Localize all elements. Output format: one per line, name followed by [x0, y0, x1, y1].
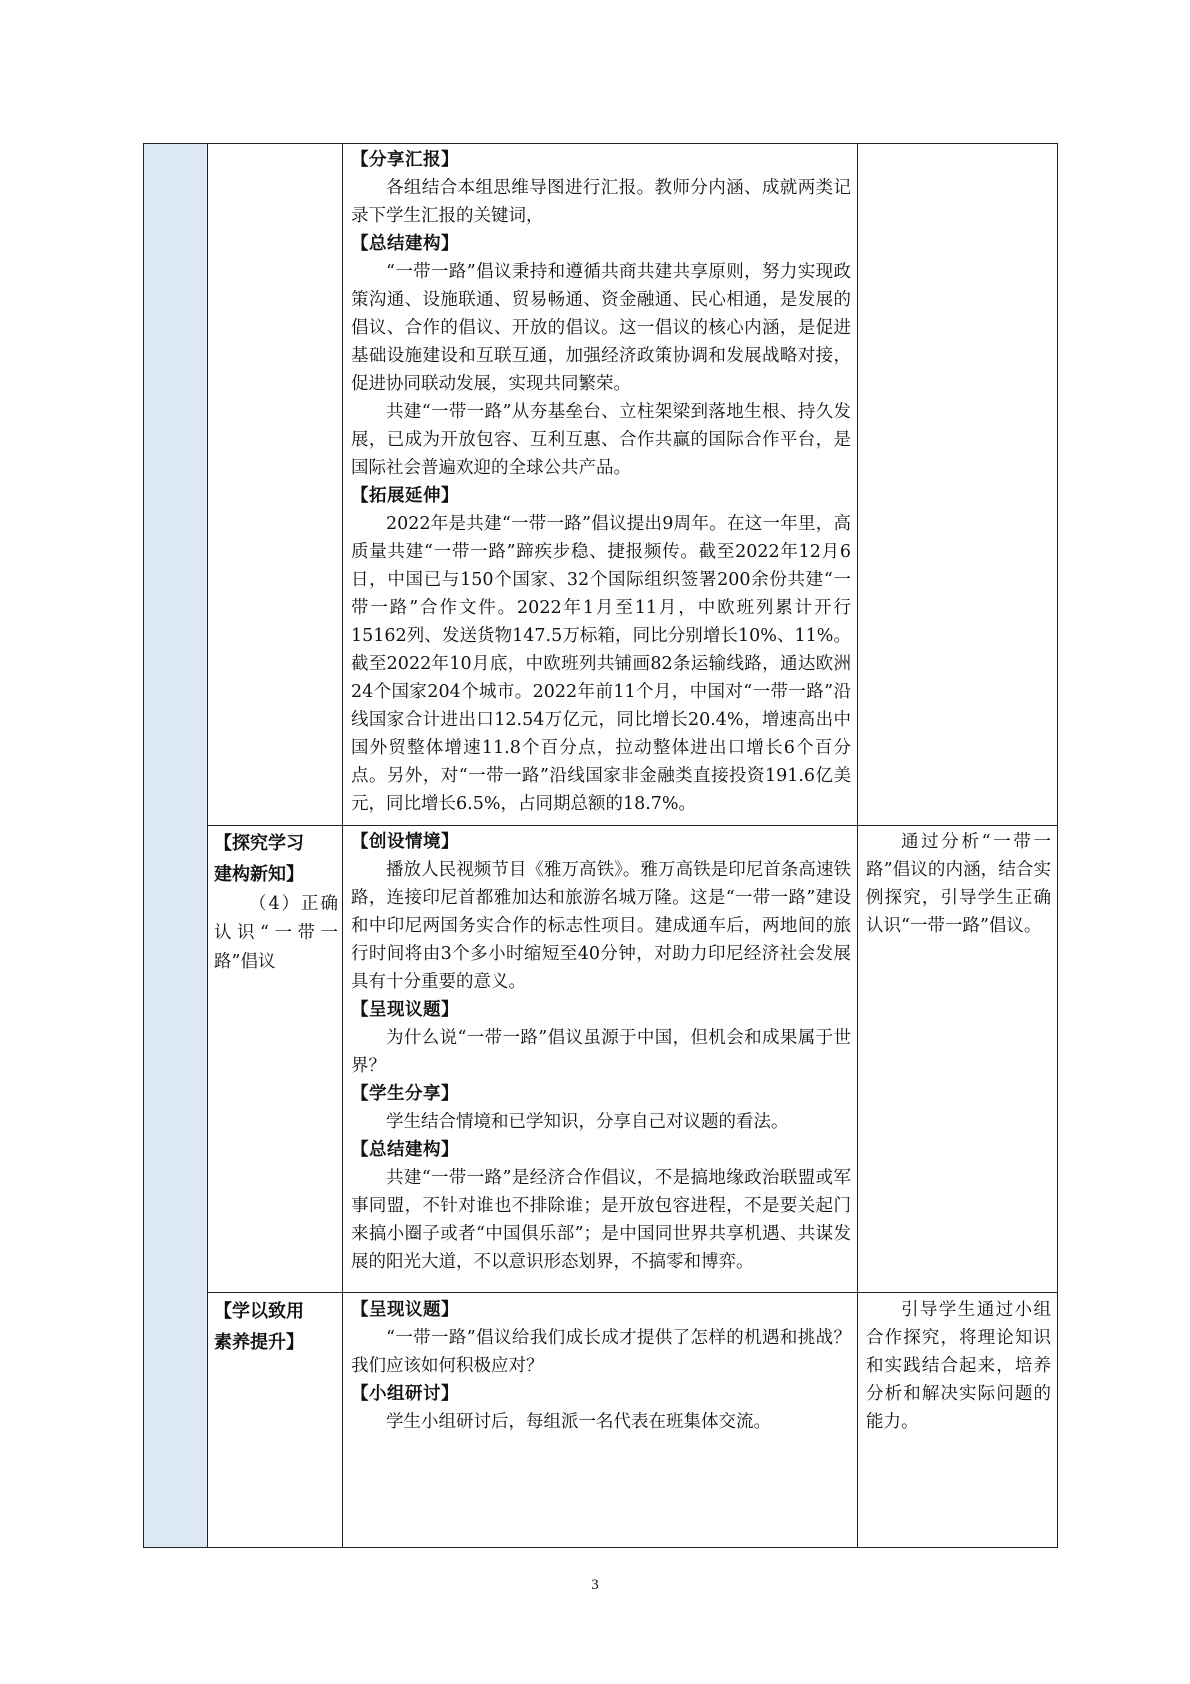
- row2-activities: [351, 828, 851, 1276]
- section-heading: 【呈现议题】: [351, 1000, 459, 1020]
- lesson-plan-table: [143, 143, 1058, 1548]
- section-heading: 【总结建构】: [351, 234, 459, 254]
- section-paragraph: 学生小组研讨后，每组派一名代表在班集体交流。: [386, 1412, 771, 1432]
- section-heading: 【分享汇报】: [351, 150, 459, 170]
- section-paragraph: 学生结合情境和已学知识，分享自己对议题的看法。: [386, 1112, 789, 1132]
- section-paragraph: 为什么说“一带一路”倡议虽源于中国，但机会和成果属于世界？: [351, 1028, 851, 1076]
- section-paragraph: 2022年是共建“一带一路”倡议提出9周年。在这一年里，高质量共建“一带一路”蹄疾步稳、捷报频传。截至2022年12月6日，中国已与150个国家、32个国际组织签署200余份共建“一带一路”合作文件。2022年1月至11月，中欧班列累计开行15162列、发送货物147.5万标箱，同比分别增长10%、11%。截至2022年10月底，中欧班列共铺画82条运输线路，通达欧洲24个国家204个城市。2022年前11个月，中国对“一带一路”沿线国家合计进出口12.54万亿元，同比增长20.4%，增速高出中国外贸整体增速11.8个百分点，拉动整体进出口增长6个百分点。另外，对“一带一路”沿线国家非金融类直接投资191.6亿美元，同比增长6.5%，占同期总额的18.7%。: [351, 514, 851, 814]
- stage-title: 【探究学习: [214, 833, 304, 854]
- section-paragraph: 播放人民视频节目《雅万高铁》。雅万高铁是印尼首条高速铁路，连接印尼首都雅加达和旅游名城万隆。这是“一带一路”建设和中印尼两国务实合作的标志性项目。建成通车后，两地间的旅行时间将由3个多小时缩短至40分钟，对助力印尼经济社会发展具有十分重要的意义。: [351, 860, 851, 992]
- design-intent: 引导学生通过小组合作探究，将理论知识和实践结合起来，培养分析和解决实际问题的能力。: [866, 1300, 1051, 1432]
- stage-subtitle: （4）正确认识“一带一路”倡议: [214, 894, 338, 972]
- design-intent: 通过分析“一带一路”倡议的内涵，结合实例探究，引导学生正确认识“一带一路”倡议。: [866, 832, 1051, 936]
- section-heading: 【创设情境】: [351, 832, 459, 852]
- left-shaded-column: [144, 144, 208, 1547]
- section-heading: 【总结建构】: [351, 1140, 459, 1160]
- row-divider: [208, 1292, 1057, 1293]
- stage-title: 建构新知】: [214, 864, 304, 885]
- row2-intent: [866, 828, 1051, 940]
- row3-stage: [214, 1296, 338, 1358]
- row2-stage: [214, 828, 338, 977]
- section-paragraph: 各组结合本组思维导图进行汇报。教师分内涵、成就两类记录下学生汇报的关键词，: [351, 178, 851, 226]
- row3-intent: [866, 1296, 1051, 1436]
- stage-title: 素养提升】: [214, 1332, 304, 1353]
- row3-activities: [351, 1296, 851, 1436]
- section-heading: 【小组研讨】: [351, 1384, 459, 1404]
- section-paragraph: “一带一路”倡议给我们成长成才提供了怎样的机遇和挑战？我们应该如何积极应对？: [351, 1328, 851, 1376]
- section-heading: 【拓展延伸】: [351, 486, 459, 506]
- page-number: 3: [591, 1577, 599, 1593]
- section-heading: 【呈现议题】: [351, 1300, 459, 1320]
- row1-activities: [351, 146, 851, 818]
- section-heading: 【学生分享】: [351, 1084, 459, 1104]
- section-paragraph: 共建“一带一路”从夯基垒台、立柱架梁到落地生根、持久发展，已成为开放包容、互利互惠、合作共赢的国际合作平台，是国际社会普遍欢迎的全球公共产品。: [351, 402, 851, 478]
- section-paragraph: “一带一路”倡议秉持和遵循共商共建共享原则，努力实现政策沟通、设施联通、贸易畅通、资金融通、民心相通，是发展的倡议、合作的倡议、开放的倡议。这一倡议的核心内涵，是促进基础设施建设和互联互通，加强经济政策协调和发展战略对接，促进协同联动发展，实现共同繁荣。: [351, 262, 851, 394]
- stage-title: 【学以致用: [214, 1301, 304, 1322]
- section-paragraph: 共建“一带一路”是经济合作倡议，不是搞地缘政治联盟或军事同盟，不针对谁也不排除谁；是开放包容进程，不是要关起门来搞小圈子或者“中国俱乐部”；是中国同世界共享机遇、共谋发展的阳光大道，不以意识形态划界，不搞零和博弈。: [351, 1168, 851, 1272]
- row-divider: [208, 825, 1057, 826]
